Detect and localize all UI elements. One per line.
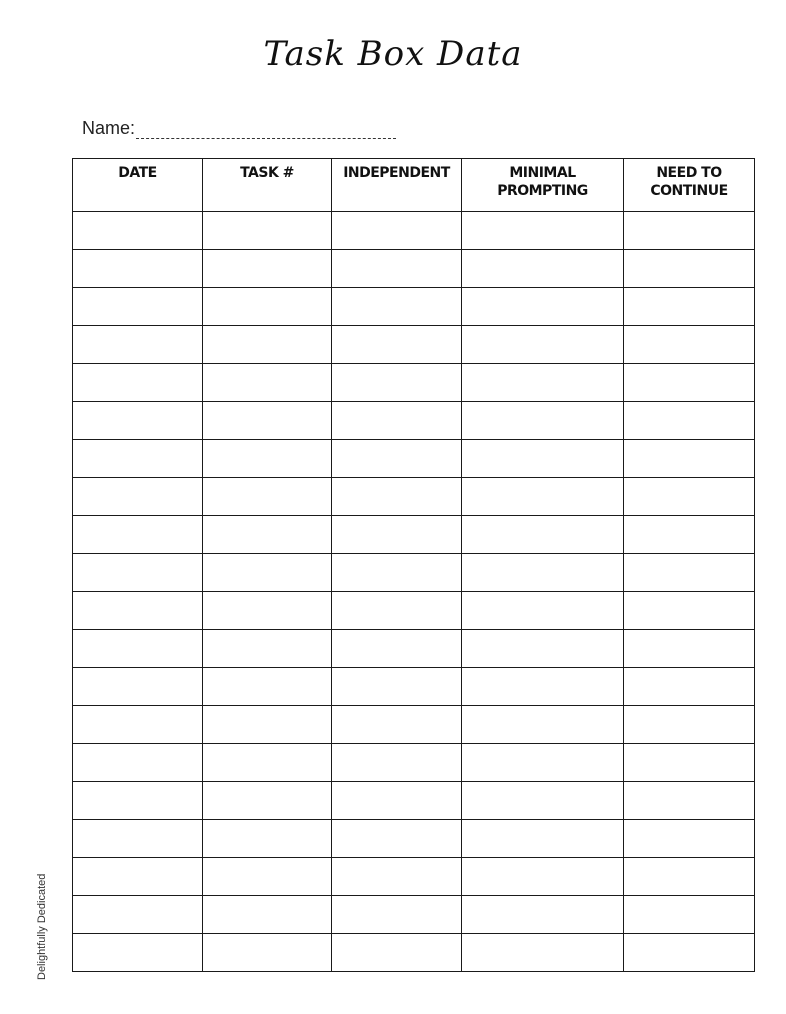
cell-need-to-continue[interactable]: [624, 820, 755, 858]
cell-need-to-continue[interactable]: [624, 858, 755, 896]
cell-need-to-continue[interactable]: [624, 516, 755, 554]
cell-independent[interactable]: [332, 288, 462, 326]
cell-independent[interactable]: [332, 402, 462, 440]
data-table: [72, 158, 755, 972]
cell-need-to-continue[interactable]: [624, 326, 755, 364]
cell-minimal-prompting[interactable]: [462, 212, 624, 250]
cell-task-number[interactable]: [203, 744, 332, 782]
cell-minimal-prompting[interactable]: [462, 250, 624, 288]
table-row: [73, 896, 755, 934]
cell-date[interactable]: [73, 668, 203, 706]
cell-need-to-continue[interactable]: [624, 402, 755, 440]
cell-minimal-prompting[interactable]: [462, 934, 624, 972]
cell-date[interactable]: [73, 364, 203, 402]
cell-date[interactable]: [73, 516, 203, 554]
cell-date[interactable]: [73, 440, 203, 478]
cell-task-number[interactable]: [203, 934, 332, 972]
cell-date[interactable]: [73, 326, 203, 364]
table-row: [73, 706, 755, 744]
header-minimal-prompting: MINIMAL PROMPTING: [462, 159, 624, 212]
cell-task-number[interactable]: [203, 288, 332, 326]
cell-need-to-continue[interactable]: [624, 478, 755, 516]
cell-task-number[interactable]: [203, 668, 332, 706]
name-input-line[interactable]: [136, 124, 396, 139]
cell-minimal-prompting[interactable]: [462, 440, 624, 478]
cell-need-to-continue[interactable]: [624, 212, 755, 250]
cell-date[interactable]: [73, 478, 203, 516]
cell-date[interactable]: [73, 896, 203, 934]
cell-minimal-prompting[interactable]: [462, 858, 624, 896]
cell-independent[interactable]: [332, 782, 462, 820]
cell-task-number[interactable]: [203, 858, 332, 896]
cell-task-number[interactable]: [203, 554, 332, 592]
cell-minimal-prompting[interactable]: [462, 364, 624, 402]
table-row: [73, 440, 755, 478]
cell-independent[interactable]: [332, 554, 462, 592]
cell-minimal-prompting[interactable]: [462, 820, 624, 858]
cell-independent[interactable]: [332, 706, 462, 744]
cell-minimal-prompting[interactable]: [462, 402, 624, 440]
table-row: [73, 592, 755, 630]
header-need-to-continue: NEED TO CONTINUE: [624, 159, 755, 212]
cell-need-to-continue[interactable]: [624, 288, 755, 326]
cell-minimal-prompting[interactable]: [462, 630, 624, 668]
cell-independent[interactable]: [332, 440, 462, 478]
cell-independent[interactable]: [332, 820, 462, 858]
table-row: [73, 630, 755, 668]
cell-date[interactable]: [73, 250, 203, 288]
cell-date[interactable]: [73, 782, 203, 820]
header-independent: INDEPENDENT: [332, 159, 462, 212]
table-row: [73, 212, 755, 250]
cell-independent[interactable]: [332, 896, 462, 934]
cell-date[interactable]: [73, 402, 203, 440]
cell-date[interactable]: [73, 858, 203, 896]
cell-task-number[interactable]: [203, 250, 332, 288]
cell-need-to-continue[interactable]: [624, 706, 755, 744]
header-date: DATE: [73, 159, 203, 212]
cell-date[interactable]: [73, 706, 203, 744]
table-row: [73, 744, 755, 782]
cell-independent[interactable]: [332, 516, 462, 554]
cell-task-number[interactable]: [203, 212, 332, 250]
cell-task-number[interactable]: [203, 478, 332, 516]
cell-date[interactable]: [73, 630, 203, 668]
cell-minimal-prompting[interactable]: [462, 288, 624, 326]
cell-task-number[interactable]: [203, 440, 332, 478]
table-row: [73, 934, 755, 972]
cell-need-to-continue[interactable]: [624, 592, 755, 630]
cell-task-number[interactable]: [203, 402, 332, 440]
cell-independent[interactable]: [332, 478, 462, 516]
cell-independent[interactable]: [332, 326, 462, 364]
table-row: [73, 364, 755, 402]
cell-independent[interactable]: [332, 250, 462, 288]
cell-minimal-prompting[interactable]: [462, 668, 624, 706]
cell-independent[interactable]: [332, 592, 462, 630]
cell-date[interactable]: [73, 592, 203, 630]
cell-task-number[interactable]: [203, 364, 332, 402]
header-task-number: TASK #: [203, 159, 332, 212]
cell-task-number[interactable]: [203, 782, 332, 820]
cell-minimal-prompting[interactable]: [462, 326, 624, 364]
table-row: [73, 402, 755, 440]
cell-need-to-continue[interactable]: [624, 782, 755, 820]
cell-task-number[interactable]: [203, 706, 332, 744]
cell-task-number[interactable]: [203, 592, 332, 630]
cell-date[interactable]: [73, 820, 203, 858]
cell-task-number[interactable]: [203, 630, 332, 668]
cell-minimal-prompting[interactable]: [462, 782, 624, 820]
name-label: Name:: [82, 118, 136, 138]
side-credit: Delightfully Dedicated: [36, 873, 48, 980]
cell-need-to-continue[interactable]: [624, 896, 755, 934]
table-row: [73, 858, 755, 896]
cell-minimal-prompting[interactable]: [462, 706, 624, 744]
table-row: [73, 250, 755, 288]
table-row: [73, 288, 755, 326]
cell-independent[interactable]: [332, 630, 462, 668]
cell-minimal-prompting[interactable]: [462, 744, 624, 782]
cell-need-to-continue[interactable]: [624, 364, 755, 402]
table-body: [73, 212, 755, 972]
name-field-row: [82, 118, 396, 139]
cell-need-to-continue[interactable]: [624, 630, 755, 668]
cell-need-to-continue[interactable]: [624, 744, 755, 782]
cell-date[interactable]: [73, 934, 203, 972]
cell-need-to-continue[interactable]: [624, 668, 755, 706]
cell-task-number[interactable]: [203, 516, 332, 554]
cell-date[interactable]: [73, 212, 203, 250]
cell-date[interactable]: [73, 554, 203, 592]
cell-need-to-continue[interactable]: [624, 440, 755, 478]
cell-independent[interactable]: [332, 364, 462, 402]
table-row: [73, 554, 755, 592]
cell-need-to-continue[interactable]: [624, 250, 755, 288]
cell-task-number[interactable]: [203, 820, 332, 858]
cell-minimal-prompting[interactable]: [462, 554, 624, 592]
table-row: [73, 782, 755, 820]
cell-date[interactable]: [73, 288, 203, 326]
cell-minimal-prompting[interactable]: [462, 592, 624, 630]
cell-independent[interactable]: [332, 668, 462, 706]
table-row: [73, 820, 755, 858]
table-row: [73, 516, 755, 554]
cell-task-number[interactable]: [203, 896, 332, 934]
cell-independent[interactable]: [332, 744, 462, 782]
table-header-row: [73, 159, 755, 212]
page-title: Task Box Data: [263, 34, 523, 74]
cell-date[interactable]: [73, 744, 203, 782]
cell-independent[interactable]: [332, 858, 462, 896]
cell-independent[interactable]: [332, 934, 462, 972]
table-row: [73, 478, 755, 516]
cell-minimal-prompting[interactable]: [462, 478, 624, 516]
table-row: [73, 326, 755, 364]
cell-minimal-prompting[interactable]: [462, 896, 624, 934]
table-row: [73, 668, 755, 706]
cell-need-to-continue[interactable]: [624, 554, 755, 592]
cell-need-to-continue[interactable]: [624, 934, 755, 972]
cell-independent[interactable]: [332, 212, 462, 250]
cell-task-number[interactable]: [203, 326, 332, 364]
cell-minimal-prompting[interactable]: [462, 516, 624, 554]
